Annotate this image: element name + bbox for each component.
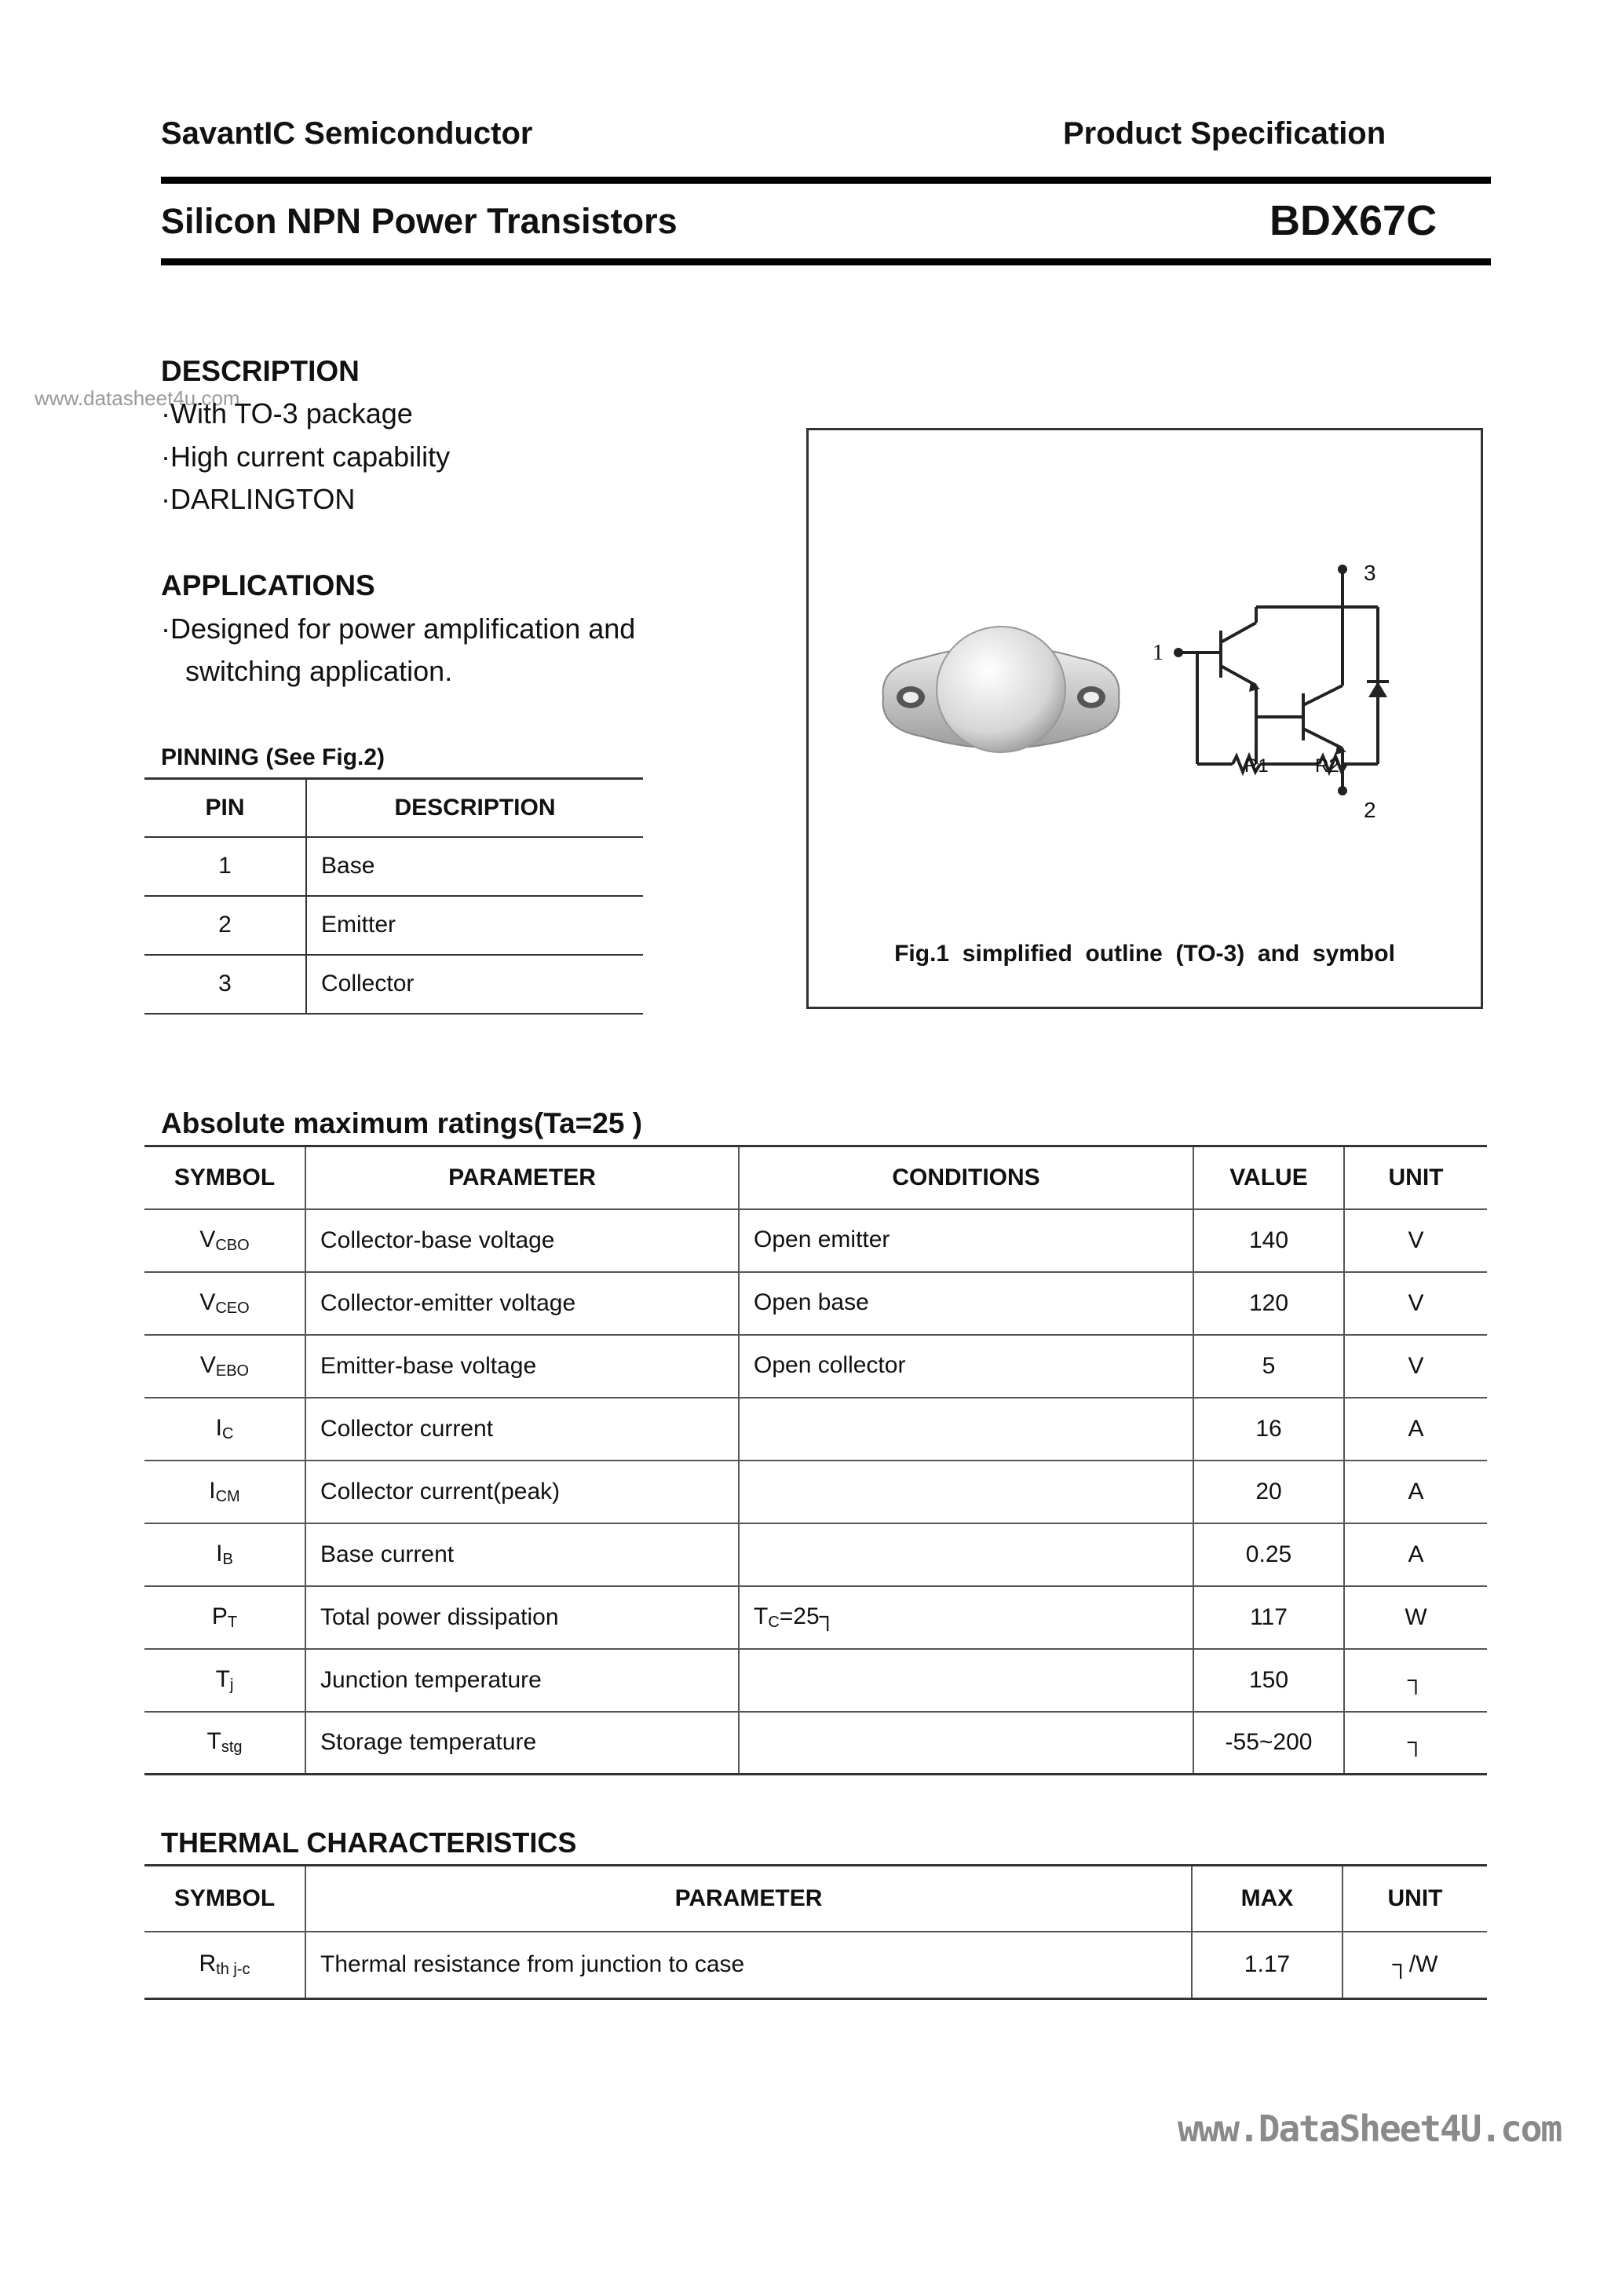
pin-number: 1 <box>144 837 306 896</box>
thermal-header-parameter: PARAMETER <box>305 1866 1192 1932</box>
thermal-table <box>144 1864 1487 2000</box>
to3-package-image <box>875 611 1127 768</box>
parameter-cell: Collector current(peak) <box>305 1461 739 1523</box>
unit-cell: ┐/W <box>1343 1932 1487 1999</box>
table-row <box>144 1272 1487 1335</box>
table-row <box>144 1335 1487 1398</box>
pinning-table <box>144 777 643 1015</box>
symbol-cell: $I_C$ <box>144 1398 305 1461</box>
unit-cell: A <box>1344 1461 1487 1523</box>
abs-max-title: Absolute maximum ratings(Ta=25 ) <box>161 1107 643 1139</box>
pinning-header-pin: PIN <box>144 779 306 837</box>
header-rule-bottom <box>161 258 1491 265</box>
darlington-symbol <box>1150 552 1448 803</box>
conditions-cell <box>739 1398 1193 1461</box>
conditions-cell <box>739 1712 1193 1775</box>
parameter-cell: Total power dissipation <box>305 1586 739 1649</box>
applications-line-2: switching application. <box>185 655 453 687</box>
abs-header-conditions: CONDITIONS <box>739 1146 1193 1209</box>
abs-header-unit: UNIT <box>1344 1146 1487 1209</box>
thermal-title: THERMAL CHARACTERISTICS <box>161 1826 577 1859</box>
unit-cell: W <box>1344 1586 1487 1649</box>
product-line: Silicon NPN Power Transistors <box>161 201 678 241</box>
unit-cell: ┐ <box>1344 1649 1487 1712</box>
pin-number: 3 <box>144 955 306 1014</box>
parameter-cell: Collector-emitter voltage <box>305 1272 739 1335</box>
symbol-cell: $V_{EBO}$ <box>144 1335 305 1398</box>
table-row <box>144 1649 1487 1712</box>
value-cell: 120 <box>1193 1272 1344 1335</box>
conditions-cell: $T_C=25┐$ <box>739 1586 1193 1649</box>
table-row <box>144 1398 1487 1461</box>
unit-cell: V <box>1344 1272 1487 1335</box>
symbol-cell: $I_{CM}$ <box>144 1461 305 1523</box>
unit-cell: A <box>1344 1523 1487 1586</box>
pin1-label: 1 <box>1153 641 1164 665</box>
table-row <box>144 837 643 896</box>
conditions-cell: Open emitter <box>739 1209 1193 1272</box>
conditions-cell <box>739 1523 1193 1586</box>
unit-cell: V <box>1344 1209 1487 1272</box>
table-row <box>144 1712 1487 1775</box>
description-item-1: ·With TO-3 package <box>161 397 413 430</box>
conditions-cell: Open collector <box>739 1335 1193 1398</box>
abs-header-parameter: PARAMETER <box>305 1146 739 1209</box>
watermark-top: www.datasheet4u.com <box>35 386 240 410</box>
value-cell: 140 <box>1193 1209 1344 1272</box>
abs-header-value: VALUE <box>1193 1146 1344 1209</box>
pinning-header-description: DESCRIPTION <box>306 779 643 837</box>
table-row <box>144 896 643 955</box>
value-cell: 117 <box>1193 1586 1344 1649</box>
parameter-cell: Storage temperature <box>305 1712 739 1775</box>
figure-caption: Fig.1 simplified outline (TO-3) and symbol <box>894 941 1395 967</box>
watermark-bottom: www.DataSheet4U.com <box>1178 2108 1562 2150</box>
company-name: SavantIC Semiconductor <box>161 116 533 151</box>
parameter-cell: Collector current <box>305 1398 739 1461</box>
symbol-cell: $P_T$ <box>144 1586 305 1649</box>
applications-line-1: ·Designed for power amplification and <box>161 612 636 645</box>
parameter-cell: Emitter-base voltage <box>305 1335 739 1398</box>
conditions-cell <box>739 1461 1193 1523</box>
parameter-cell: Collector-base voltage <box>305 1209 739 1272</box>
pin2-label: 2 <box>1364 798 1376 822</box>
doc-type: Product Specification <box>1063 116 1386 151</box>
table-row <box>144 1461 1487 1523</box>
pin-number: 2 <box>144 896 306 955</box>
conditions-cell: Open base <box>739 1272 1193 1335</box>
abs-header-symbol: SYMBOL <box>144 1146 305 1209</box>
value-cell: 20 <box>1193 1461 1344 1523</box>
parameter-cell: Base current <box>305 1523 739 1586</box>
symbol-cell: $T_{stg}$ <box>144 1712 305 1775</box>
table-row <box>144 955 643 1014</box>
description-item-3: ·DARLINGTON <box>161 483 356 515</box>
table-row <box>144 1209 1487 1272</box>
parameter-cell: Thermal resistance from junction to case <box>305 1932 1192 1999</box>
unit-cell: ┐ <box>1344 1712 1487 1775</box>
table-row <box>144 1932 1487 1999</box>
thermal-header-symbol: SYMBOL <box>144 1866 305 1932</box>
value-cell: 5 <box>1193 1335 1344 1398</box>
value-cell: -55~200 <box>1193 1712 1344 1775</box>
symbol-cell: $I_B$ <box>144 1523 305 1586</box>
parameter-cell: Junction temperature <box>305 1649 739 1712</box>
pin-description: Base <box>306 837 643 896</box>
symbol-cell: $T_j$ <box>144 1649 305 1712</box>
symbol-cell: $V_{CEO}$ <box>144 1272 305 1335</box>
value-cell: 0.25 <box>1193 1523 1344 1586</box>
figure-box <box>806 428 1483 1009</box>
table-row <box>144 1586 1487 1649</box>
pin3-label: 3 <box>1364 561 1376 585</box>
thermal-header-unit: UNIT <box>1343 1866 1487 1932</box>
r1-label: R1 <box>1244 755 1269 777</box>
description-item-2: ·High current capability <box>161 441 451 473</box>
abs-max-table <box>144 1145 1487 1775</box>
value-cell: 16 <box>1193 1398 1344 1461</box>
applications-title: APPLICATIONS <box>161 569 375 601</box>
symbol-cell: $R_{th j-c}$ <box>144 1932 305 1999</box>
conditions-cell <box>739 1649 1193 1712</box>
unit-cell: A <box>1344 1398 1487 1461</box>
r2-label: R2 <box>1315 755 1339 777</box>
header-rule-top <box>161 177 1491 184</box>
max-cell: 1.17 <box>1192 1932 1343 1999</box>
table-row <box>144 1523 1487 1586</box>
value-cell: 150 <box>1193 1649 1344 1712</box>
unit-cell: V <box>1344 1335 1487 1398</box>
pinning-title: PINNING (See Fig.2) <box>161 744 385 770</box>
pin-description: Collector <box>306 955 643 1014</box>
pin-description: Emitter <box>306 896 643 955</box>
thermal-header-max: MAX <box>1192 1866 1343 1932</box>
part-number: BDX67C <box>1269 197 1438 244</box>
symbol-cell: $V_{CBO}$ <box>144 1209 305 1272</box>
description-title: DESCRIPTION <box>161 355 360 387</box>
